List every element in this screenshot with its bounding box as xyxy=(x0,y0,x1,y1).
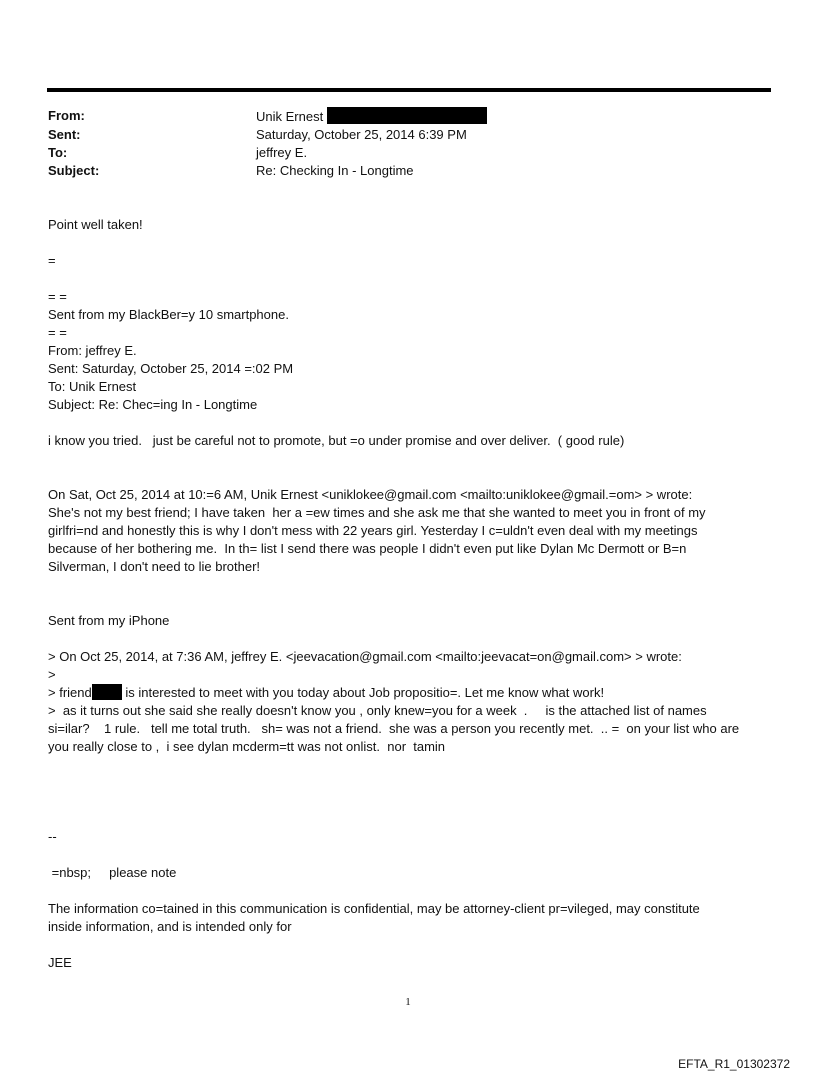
signature-separator: -- xyxy=(48,829,57,844)
body-line: > xyxy=(48,667,56,682)
body-line: To: Unik Ernest xyxy=(48,379,137,394)
sent-label: Sent: xyxy=(48,127,81,142)
friend-text: is interested to meet with you today about Job propositio=. Let me know what work! xyxy=(121,685,605,700)
redaction-box xyxy=(92,684,122,700)
body-line: = = xyxy=(48,289,67,304)
sent-value: Saturday, October 25, 2014 6:39 PM xyxy=(256,127,467,142)
body-line: > On Oct 25, 2014, at 7:36 AM, jeffrey E. <jeevacation@gmail.com <mailto:jeevacat=on@gmail.com> > wrote: xyxy=(48,649,682,664)
disclaimer-line: The information co=tained in this communication is confidential, may be attorney-client pr=vileged, may constitute xyxy=(48,901,700,916)
body-line: On Sat, Oct 25, 2014 at 10:=6 AM, Unik Ernest <uniklokee@gmail.com <mailto:uniklokee@gmail.=om> > wrote: xyxy=(48,487,693,502)
subject-value: Re: Checking In - Longtime xyxy=(256,163,414,178)
friend-prefix: > friend xyxy=(48,685,92,700)
body-line: Subject: Re: Chec=ing In - Longtime xyxy=(48,397,258,412)
body-line: = = xyxy=(48,325,67,340)
body-line: Point well taken! xyxy=(48,217,143,232)
body-line: She's not my best friend; I have taken her a =ew times and she ask me that she wanted to meet you in front of my xyxy=(48,505,706,520)
signature-initials: JEE xyxy=(48,955,72,970)
body-line: =nbsp; please note xyxy=(48,865,177,880)
body-line: Sent from my iPhone xyxy=(48,613,170,628)
subject-label: Subject: xyxy=(48,163,100,178)
body-line: From: jeffrey E. xyxy=(48,343,137,358)
bates-number: EFTA_R1_01302372 xyxy=(678,1057,790,1071)
email-header xyxy=(48,107,487,180)
from-value xyxy=(256,107,487,126)
body-line: = xyxy=(48,253,56,268)
subject-row xyxy=(48,162,487,180)
from-row xyxy=(48,107,487,126)
body-line: > as it turns out she said she really doesn't know you , only knew=you for a week . is the attached list of names xyxy=(48,703,707,718)
header-rule xyxy=(47,88,771,92)
to-value: jeffrey E. xyxy=(256,145,308,160)
to-row xyxy=(48,144,487,162)
body-line: i know you tried. just be careful not to promote, but =o under promise and over deliver. ( good rule) xyxy=(48,433,625,448)
from-label: From: xyxy=(48,108,85,123)
page-number: 1 xyxy=(405,996,411,1008)
body-line: Silverman, I don't need to lie brother! xyxy=(48,559,261,574)
body-line: Sent: Saturday, October 25, 2014 =:02 PM xyxy=(48,361,294,376)
body-line: girlfri=nd and honestly this is why I don't mess with 22 years girl. Yesterday I c=uldn't even deal with my meetings xyxy=(48,523,698,538)
from-name: Unik Ernest xyxy=(256,109,324,124)
email-body xyxy=(48,216,778,972)
to-label: To: xyxy=(48,145,68,160)
body-line: Sent from my BlackBer=y 10 smartphone. xyxy=(48,307,289,322)
sent-row xyxy=(48,126,487,144)
disclaimer-line: inside information, and is intended only for xyxy=(48,919,292,934)
body-line: you really close to , i see dylan mcderm=tt was not onlist. nor tamin xyxy=(48,739,446,754)
redaction-box xyxy=(327,107,487,124)
body-line: si=ilar? 1 rule. tell me total truth. sh= was not a friend. she was a person you recently met. .. = on your list who are xyxy=(48,721,740,736)
body-line: because of her bothering me. In th= list I send there was people I didn't even put like Dylan Mc Dermott or B=n xyxy=(48,541,687,556)
body-line xyxy=(48,684,778,702)
